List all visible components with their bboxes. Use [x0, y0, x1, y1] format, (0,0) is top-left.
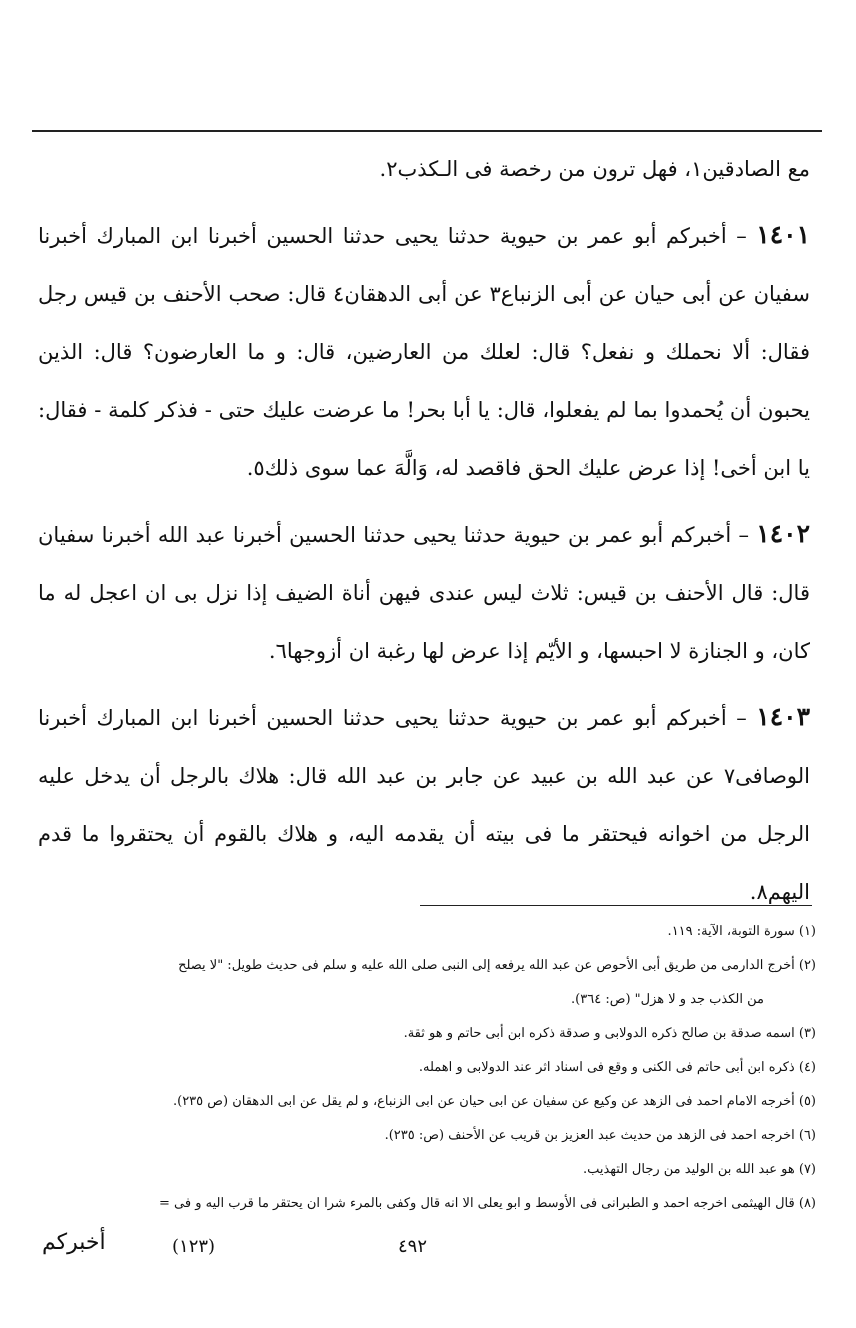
hadith-number: ١٤٠٢	[756, 519, 810, 548]
hadith-text: – أخبركم أبو عمر بن حيوية حدثنا يحيى حدثنا الحسين أخبرنا ابن المبارك أخبرنا الوصافى٧ عن عبد الله بن عبيد عن جابر بن عبد الله قال: هلاك بالرجل أن يدخل عليه الرجل من اخوانه فيحتقر ما فى بيته أن يقدمه اليه، و هلاك بالقوم أن يحتقروا ما قدم اليهم٨.	[38, 706, 810, 904]
hadith-text: – أخبركم أبو عمر بن حيوية حدثنا يحيى حدثنا الحسين أخبرنا ابن المبارك أخبرنا سفيان عن أبى حيان عن أبى الزنباع٣ عن أبى الدهقان٤ قال: صحب الأحنف بن قيس رجل فقال: ألا نحملك و نفعل؟ قال: لعلك من العارضين، قال: و ما العارضون؟ قال: الذين يحبون أن يُحمدوا بما لم يفعلوا، قال: يا أبا بحر! ما عرضت عليك حتى - فذكر كلمة - فقال: يا ابن أخى! إذا عرض عليك الحق فاقصد له، وَالَّهَ عما سوى ذلك٥.	[38, 224, 811, 480]
header-rule	[32, 130, 822, 132]
section-number: (١٢٣)	[172, 1236, 216, 1257]
footnote-rule	[420, 905, 812, 906]
hadith-1402	[38, 505, 810, 680]
footnote-1: (١) سورة التوبة، الآية: ١١٩.	[667, 924, 816, 939]
footnote-8: (٨) قال الهيثمى اخرجه احمد و الطبرانى فى الأوسط و ابو يعلى الا انه قال وكفى بالمرء شرا ان يحتقر ما قرب اليه و فى =	[159, 1196, 816, 1211]
hadith-1401	[38, 206, 810, 497]
page-footer	[0, 1230, 856, 1280]
main-text	[38, 140, 810, 921]
footnote-3: (٣) اسمه صدقة بن صالح ذكره الدولابى و صدقة ذكره ابن أبى حاتم و هو ثقة.	[403, 1026, 816, 1041]
hadith-text: – أخبركم أبو عمر بن حيوية حدثنا يحيى حدثنا الحسين أخبرنا عبد الله أخبرنا سفيان قال: قال الأحنف بن قيس: ثلاث ليس عندى فيهن أناة الضيف إذا نزل بى ان اعجل له ما كان، و الجنازة لا احبسها، و الأيّم إذا عرض لها رغبة ان أزوجها٦.	[38, 523, 810, 663]
footnotes	[30, 915, 816, 1221]
catchword: أخبركم	[42, 1230, 106, 1255]
footnote-2: (٢) أخرج الدارمى من طريق أبى الأحوص عن عبد الله يرفعه إلى النبى صلى الله عليه و سلم فى حديث طويل: "لا يصلح	[178, 958, 816, 973]
hadith-number: ١٤٠١	[756, 220, 810, 249]
hadith-1403	[38, 688, 810, 921]
footnote-4: (٤) ذكره ابن أبى حاتم فى الكنى و وقع فى اسناد اثر عند الدولابى و اهمله.	[418, 1060, 816, 1075]
hadith-number: ١٤٠٣	[756, 702, 810, 731]
page-number: ٤٩٢	[398, 1236, 428, 1257]
footnote-5: (٥) أخرجه الامام احمد فى الزهد عن وكيع عن سفيان عن ابى حيان عن ابى الزنباع، و لم يقل عن ابى الدهقان (ص ٢٣٥).	[172, 1094, 816, 1109]
footnote-7: (٧) هو عبد الله بن الوليد من رجال التهذيب.	[582, 1162, 816, 1177]
continuation-line: مع الصادقين١، فهل ترون من رخصة فى الـكذب٢.	[379, 157, 810, 181]
footnote-2-continuation: من الكذب جد و لا هزل" (ص: ٣٦٤).	[571, 992, 764, 1007]
footnote-6: (٦) اخرجه احمد فى الزهد من حديث عبد العزيز بن قريب عن الأحنف (ص: ٢٣٥).	[384, 1128, 816, 1143]
